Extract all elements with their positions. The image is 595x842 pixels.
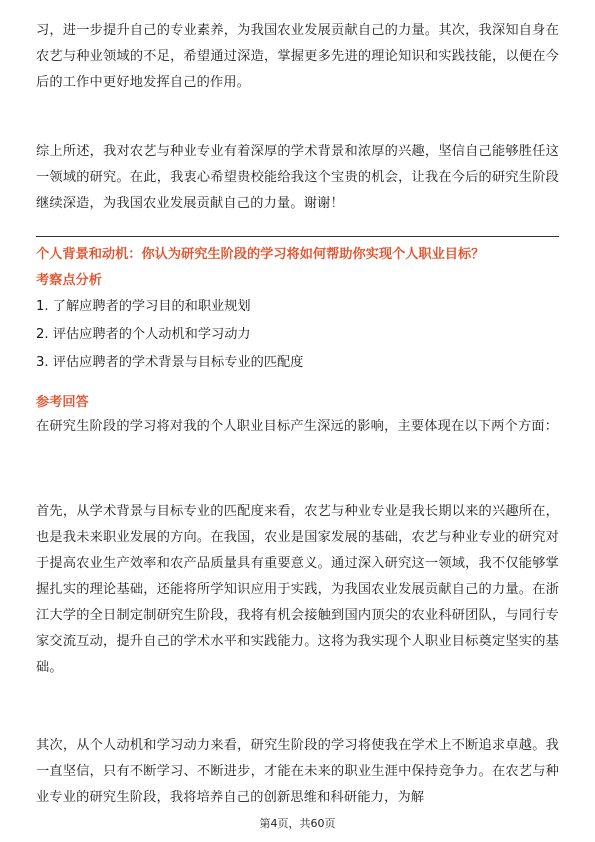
body-paragraph: 习，进一步提升自己的专业素养，为我国农业发展贡献自己的力量。其次，我深知自身在农艺与种业领域的不足，希望通过深造，掌握更多先进的理论知识和实践技能，以便在今后的工作中更好地发挥自己的作用。 xyxy=(36,23,559,90)
list-item: 3. 评估应聘者的学术背景与目标专业的匹配度 xyxy=(36,355,304,370)
answer-paragraph: 其次，从个人动机和学习动力来看，研究生阶段的学习将使我在学术上不断追求卓越。我一直坚信，只有不断学习、不断进步，才能在未来的职业生涯中保持竞争力。在农艺与种业专业的研究生阶段，我将培养自己的创新思维和科研能力，为解 xyxy=(36,738,559,805)
answer-paragraph: 首先，从学术背景与目标专业的匹配度来看，农艺与种业专业是我长期以来的兴趣所在，也是我未来职业发展的方向。在我国，农业是国家发展的基础，农艺与种业专业的研究对于提高农业生产效率和农产品质量具有重要意义。通过深入研究这一领域，我不仅能够掌握扎实的理论基础，还能将所学知识应用于实践，为我国农业发展贡献自己的力量。在浙江大学的全日制定制研究生阶段，我将有机会接触到国内顶尖的农业科研团队，与同行专家交流互动，提升自己的学术水平和实践能力。这将为我实现个人职业目标奠定坚实的基础。 xyxy=(36,504,559,675)
list-item: 2. 评估应聘者的个人动机和学习动力 xyxy=(36,327,251,342)
list-item: 1. 了解应聘者的学习目的和职业规划 xyxy=(36,299,251,314)
analysis-points-list xyxy=(36,293,303,377)
section-divider xyxy=(36,236,559,237)
answer-label: 参考回答 xyxy=(36,395,89,410)
answer-paragraph: 在研究生阶段的学习将对我的个人职业目标产生深远的影响，主要体现在以下两个方面： xyxy=(36,419,559,434)
page-number-footer: 第4页，共60页 xyxy=(259,817,336,830)
body-paragraph: 综上所述，我对农艺与种业专业有着深厚的学术背景和浓厚的兴趣，坚信自己能够胜任这一领域的研究。在此，我衷心希望贵校能给我这个宝贵的机会，让我在今后的研究生阶段继续深造，为我国农业发展贡献自己的力量。谢谢！ xyxy=(36,144,559,211)
analysis-label: 考察点分析 xyxy=(36,273,102,288)
question-heading: 个人背景和动机：你认为研究生阶段的学习将如何帮助你实现个人职业目标？ xyxy=(36,247,485,262)
